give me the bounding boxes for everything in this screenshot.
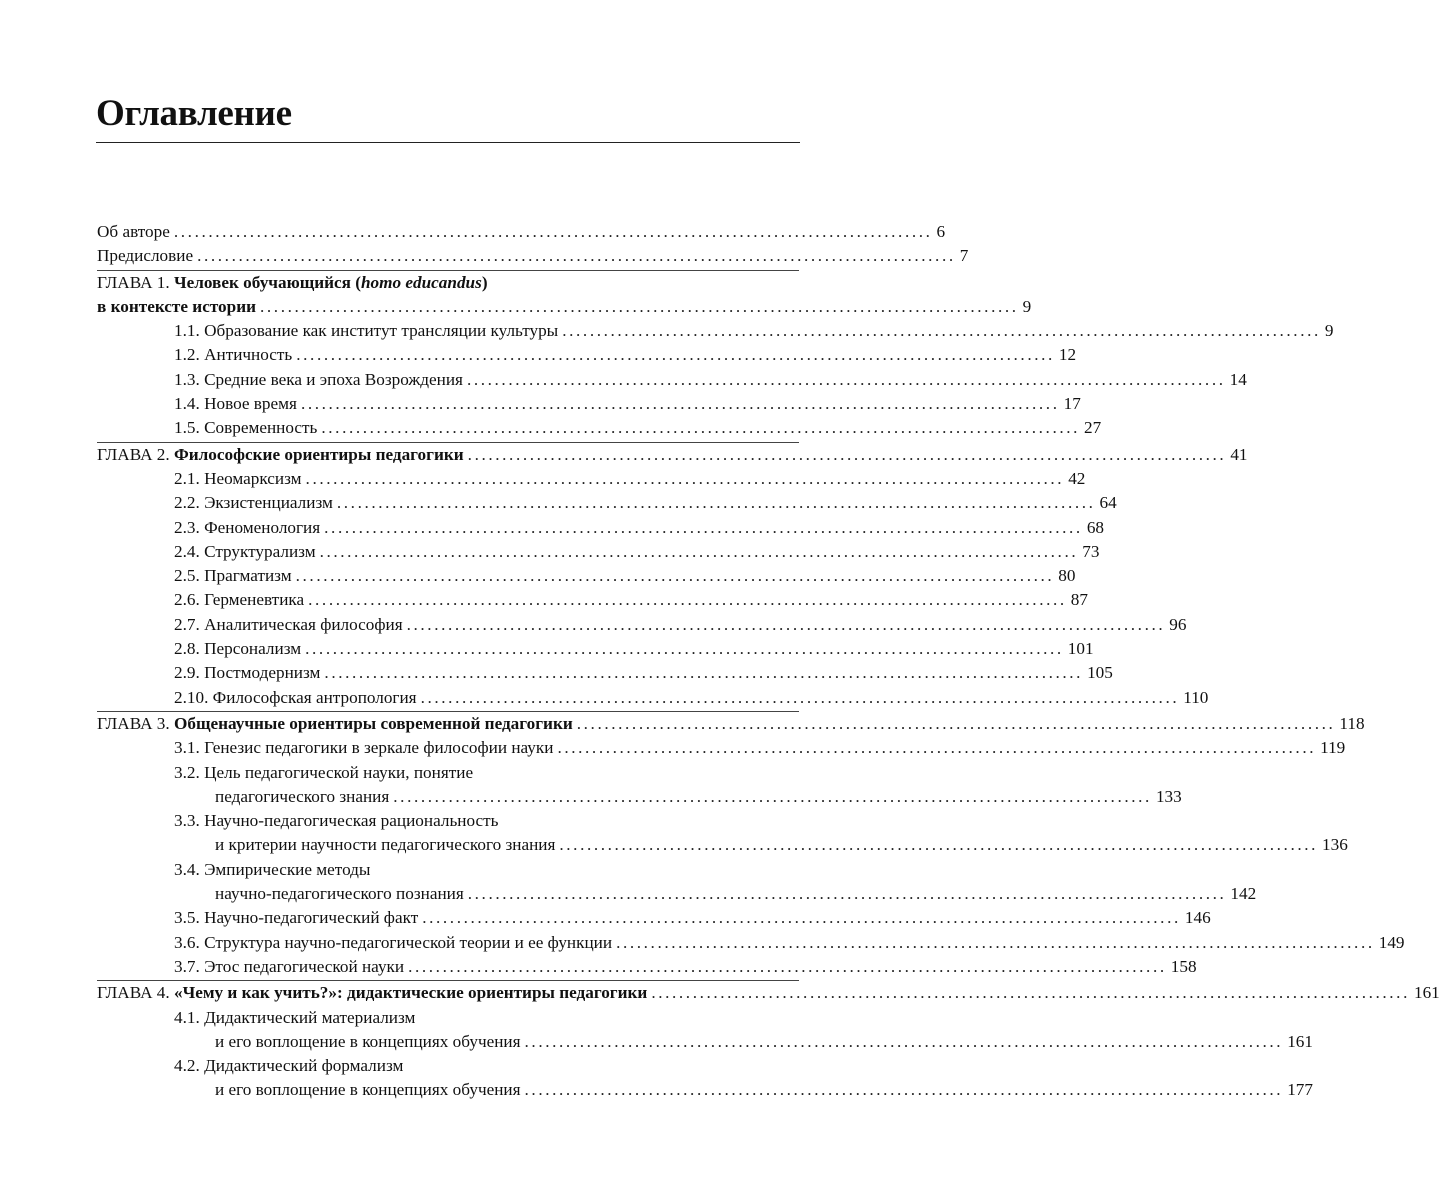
toc-section-3-1[interactable]: 3.1. Генезис педагогики в зеркале философии науки .............................................................................................................. 119 [97, 736, 799, 760]
dot-leader: .............................................................................................................. [324, 663, 1084, 683]
toc-section-3-5[interactable]: 3.5. Научно-педагогический факт .............................................................................................................. 146 [97, 906, 799, 930]
title-rule [96, 142, 800, 143]
toc-section-3-7[interactable]: 3.7. Этос педагогической науки .............................................................................................................. 158 [97, 955, 799, 979]
dot-leader: .............................................................................................................. [296, 345, 1055, 365]
dot-leader: .............................................................................................................. [319, 541, 1079, 561]
toc-section-3-2-line1[interactable]: 3.2. Цель педагогической науки, понятие [174, 762, 474, 782]
dot-leader: .............................................................................................................. [420, 687, 1180, 707]
toc-section-4-1-line1[interactable]: 4.1. Дидактический материализм [174, 1007, 416, 1027]
toc-section-2-7[interactable]: 2.7. Аналитическая философия .............................................................................................................. 96 [97, 613, 799, 637]
dot-leader: .............................................................................................................. [260, 296, 1019, 316]
toc-section-1-2[interactable]: 1.2. Античность .............................................................................................................. 12 [97, 343, 799, 367]
dot-leader: .............................................................................................................. [562, 321, 1321, 341]
toc-chapter-1[interactable]: в контексте истории .............................................................................................................. 9 [97, 295, 799, 319]
toc-section-4-2[interactable]: и его воплощение в концепциях обучения .............................................................................................................. 177 [97, 1078, 799, 1102]
dot-leader: .............................................................................................................. [393, 786, 1152, 806]
toc-chapter-4[interactable]: ГЛАВА 4. «Чему и как учить?»: дидактические ориентиры педагогики .............................................................................................................. 161 [97, 981, 799, 1005]
table-of-contents [97, 220, 1440, 1103]
toc-section-1-3[interactable]: 1.3. Средние века и эпоха Возрождения .............................................................................................................. 14 [97, 368, 799, 392]
toc-section-3-6[interactable]: 3.6. Структура научно-педагогической теории и ее функции .............................................................................................................. 149 [97, 931, 799, 955]
dot-leader: .............................................................................................................. [305, 468, 1065, 488]
toc-chapter-3[interactable]: ГЛАВА 3. Общенаучные ориентиры современной педагогики .............................................................................................................. 118 [97, 712, 799, 736]
dot-leader: .............................................................................................................. [651, 983, 1410, 1003]
dot-leader: .............................................................................................................. [467, 444, 1227, 464]
toc-section-4-2-line1[interactable]: 4.2. Дидактический формализм [174, 1056, 404, 1076]
dot-leader: .............................................................................................................. [408, 956, 1167, 976]
toc-section-2-10[interactable]: 2.10. Философская антропология .............................................................................................................. 110 [97, 686, 799, 710]
dot-leader: .............................................................................................................. [305, 639, 1064, 659]
toc-section-4-1[interactable]: и его воплощение в концепциях обучения .............................................................................................................. 161 [97, 1030, 799, 1054]
toc-chapter-1-heading[interactable]: ГЛАВА 1. Человек обучающийся (homo educandus) [97, 272, 488, 292]
dot-leader: .............................................................................................................. [422, 908, 1181, 928]
dot-leader: .............................................................................................................. [197, 246, 956, 266]
dot-leader: .............................................................................................................. [467, 884, 1227, 904]
dot-leader: .............................................................................................................. [576, 713, 1336, 733]
dot-leader: .............................................................................................................. [173, 222, 933, 241]
toc-section-2-4[interactable]: 2.4. Структурализм .............................................................................................................. 73 [97, 540, 799, 564]
dot-leader: .............................................................................................................. [466, 369, 1226, 389]
toc-section-2-1[interactable]: 2.1. Неомарксизм .............................................................................................................. 42 [97, 467, 799, 491]
toc-section-2-6[interactable]: 2.6. Герменевтика .............................................................................................................. 87 [97, 588, 799, 612]
toc-entry-about-author[interactable]: Об авторе .............................................................................................................. 6 [97, 220, 799, 244]
toc-section-1-4[interactable]: 1.4. Новое время .............................................................................................................. 17 [97, 392, 799, 416]
dot-leader: .............................................................................................................. [321, 418, 1081, 438]
toc-section-3-3-line1[interactable]: 3.3. Научно-педагогическая рациональность [174, 811, 499, 831]
dot-leader: .............................................................................................................. [557, 738, 1317, 758]
toc-section-3-4-line1[interactable]: 3.4. Эмпирические методы [174, 859, 371, 879]
toc-section-1-5[interactable]: 1.5. Современность .............................................................................................................. 27 [97, 416, 799, 440]
toc-section-2-3[interactable]: 2.3. Феноменология .............................................................................................................. 68 [97, 516, 799, 540]
toc-section-2-8[interactable]: 2.8. Персонализм .............................................................................................................. 101 [97, 637, 799, 661]
dot-leader: .............................................................................................................. [524, 1031, 1284, 1051]
toc-section-2-5[interactable]: 2.5. Прагматизм .............................................................................................................. 80 [97, 564, 799, 588]
toc-section-2-9[interactable]: 2.9. Постмодернизм .............................................................................................................. 105 [97, 661, 799, 685]
toc-section-1-1[interactable]: 1.1. Образование как институт трансляции культуры .............................................................................................................. 9 [97, 319, 799, 343]
dot-leader: .............................................................................................................. [616, 932, 1375, 952]
page-title: Оглавление [96, 93, 292, 134]
dot-leader: .............................................................................................................. [324, 517, 1083, 537]
toc-section-3-4[interactable]: научно-педагогического познания .............................................................................................................. 142 [97, 882, 799, 906]
toc-entry-preface[interactable]: Предисловие .............................................................................................................. 7 [97, 244, 799, 268]
dot-leader: .............................................................................................................. [336, 493, 1096, 513]
dot-leader: .............................................................................................................. [406, 614, 1166, 634]
dot-leader: .............................................................................................................. [295, 566, 1055, 586]
dot-leader: .............................................................................................................. [524, 1080, 1284, 1100]
dot-leader: .............................................................................................................. [308, 590, 1067, 610]
toc-section-3-3[interactable]: и критерии научности педагогического знания .............................................................................................................. 136 [97, 833, 799, 857]
toc-chapter-2[interactable]: ГЛАВА 2. Философские ориентиры педагогики .............................................................................................................. 41 [97, 443, 799, 467]
toc-section-3-2[interactable]: педагогического знания .............................................................................................................. 133 [97, 785, 799, 809]
toc-section-2-2[interactable]: 2.2. Экзистенциализм .............................................................................................................. 64 [97, 491, 799, 515]
dot-leader: .............................................................................................................. [300, 394, 1060, 414]
dot-leader: .............................................................................................................. [559, 835, 1319, 855]
